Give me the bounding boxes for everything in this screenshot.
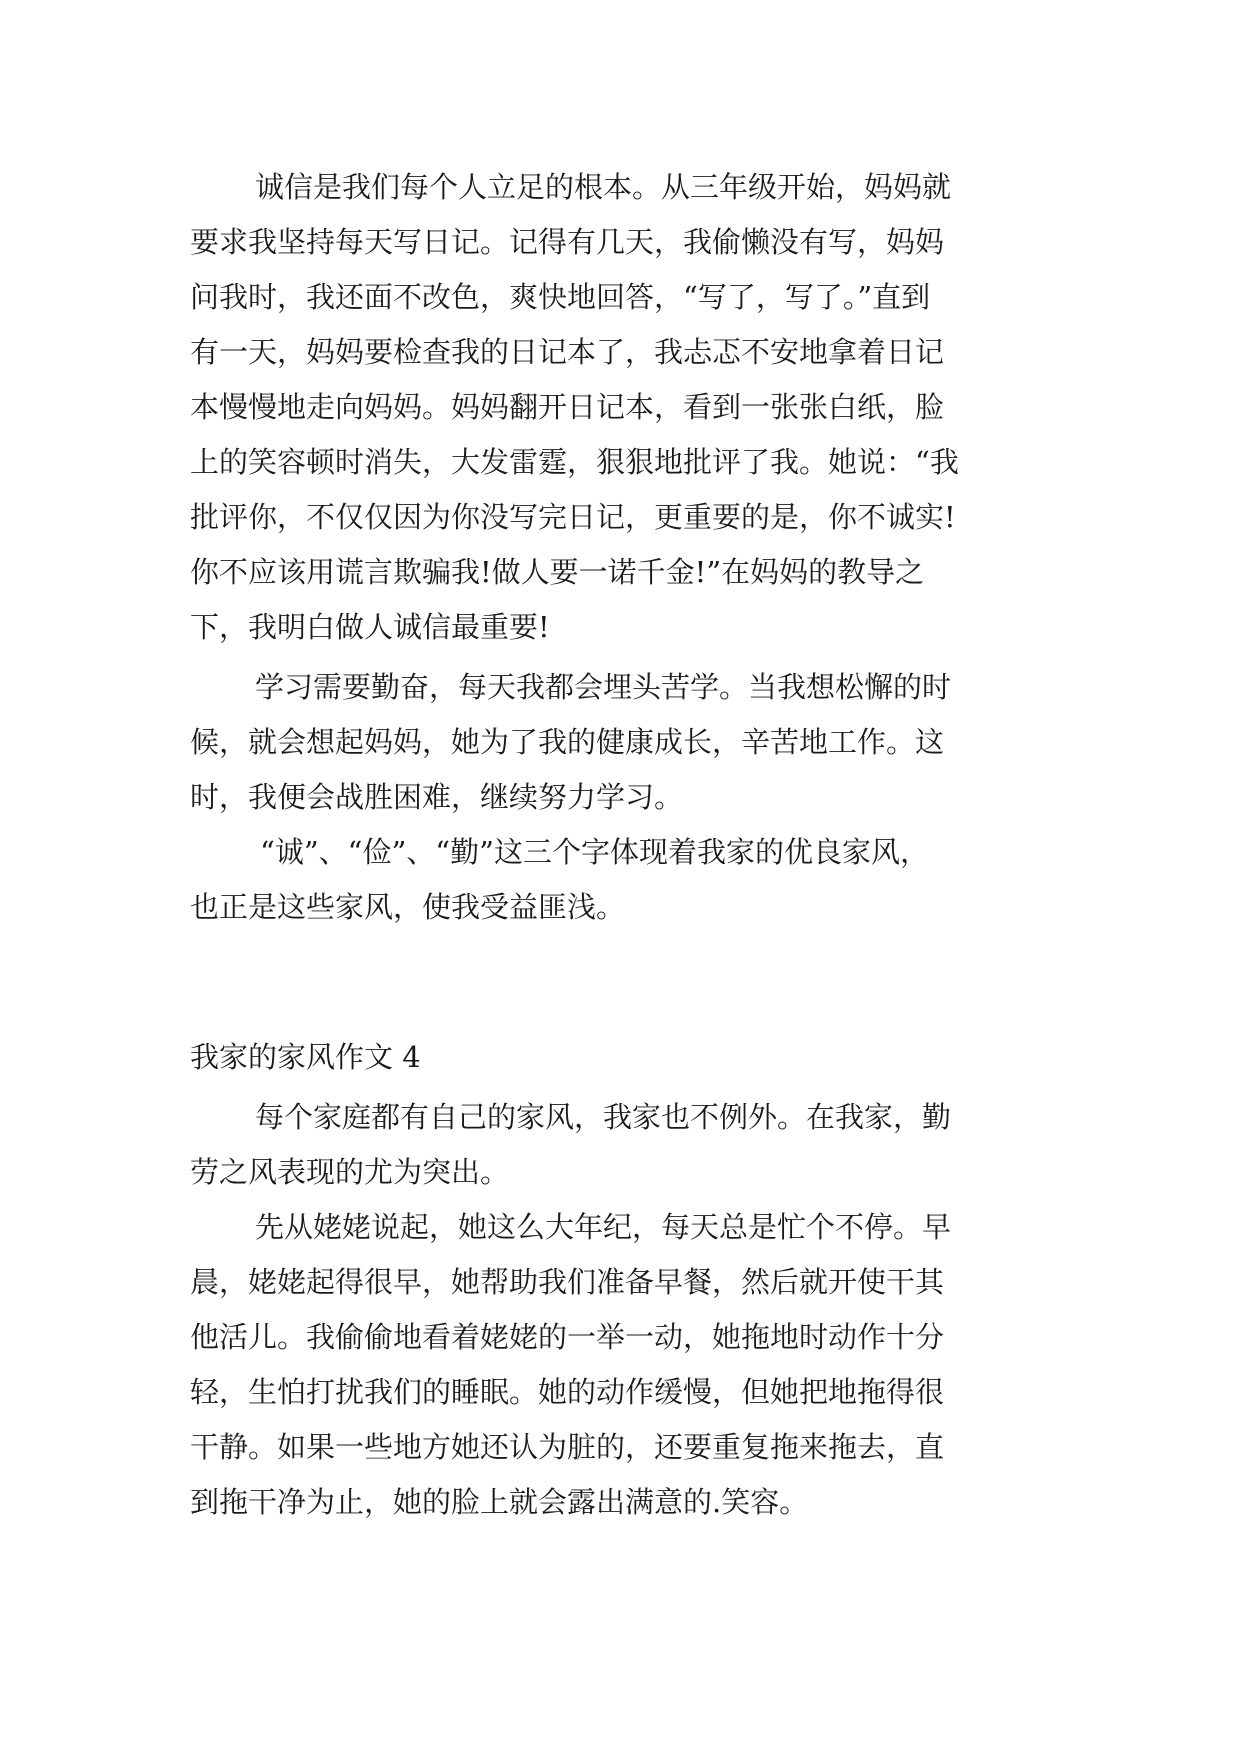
text-line: 下，我明白做人诚信最重要! — [190, 610, 550, 644]
text-line: 有一天，妈妈要检查我的日记本了，我忐忑不安地拿着日记 — [190, 335, 945, 369]
text-line: 诚信是我们每个人立足的根本。从三年级开始，妈妈就 — [255, 170, 952, 204]
essay-heading: 我家的家风作文 4 — [190, 1040, 421, 1074]
text-line: 本慢慢地走向妈妈。妈妈翻开日记本，看到一张张白纸，脸 — [190, 390, 945, 424]
text-line: 轻，生怕打扰我们的睡眠。她的动作缓慢，但她把地拖得很 — [190, 1375, 945, 1409]
text-line: 晨，姥姥起得很早，她帮助我们准备早餐，然后就开使干其 — [190, 1265, 945, 1299]
text-line: 先从姥姥说起，她这么大年纪，每天总是忙个不停。早 — [255, 1210, 952, 1244]
paragraph-family-values — [190, 825, 1050, 935]
text-line: 上的笑容顿时消失，大发雷霆，狠狠地批评了我。她说：“我 — [190, 445, 959, 479]
text-line: 你不应该用谎言欺骗我!做人要一诺千金!”在妈妈的教导之 — [190, 555, 925, 589]
text-line: 每个家庭都有自己的家风，我家也不例外。在我家，勤 — [255, 1100, 952, 1134]
text-line: 也正是这些家风，使我受益匪浅。 — [190, 890, 626, 924]
text-line: 候，就会想起妈妈，她为了我的健康成长，辛苦地工作。这 — [190, 725, 945, 759]
paragraph-honesty — [190, 160, 1050, 655]
text-line: 到拖干净为止，她的脸上就会露出满意的.笑容。 — [190, 1485, 809, 1519]
text-line: 问我时，我还面不改色，爽快地回答，“写了，写了。”直到 — [190, 280, 931, 314]
text-line: “诚”、“俭”、“勤”这三个字体现着我家的优良家风， — [260, 835, 929, 869]
paragraph-intro — [190, 1090, 1050, 1200]
text-line: 批评你，不仅仅因为你没写完日记，更重要的是，你不诚实! — [190, 500, 956, 534]
text-line: 时，我便会战胜困难，继续努力学习。 — [190, 780, 684, 814]
paragraph-diligence — [190, 660, 1050, 825]
text-line: 他活儿。我偷偷地看着姥姥的一举一动，她拖地时动作十分 — [190, 1320, 945, 1354]
text-line: 要求我坚持每天写日记。记得有几天，我偷懒没有写，妈妈 — [190, 225, 945, 259]
text-line: 劳之风表现的尤为突出。 — [190, 1155, 510, 1189]
text-line: 干静。如果一些地方她还认为脏的，还要重复拖来拖去，直 — [190, 1430, 945, 1464]
text-line: 学习需要勤奋，每天我都会埋头苦学。当我想松懈的时 — [255, 670, 952, 704]
paragraph-grandma — [190, 1200, 1050, 1530]
